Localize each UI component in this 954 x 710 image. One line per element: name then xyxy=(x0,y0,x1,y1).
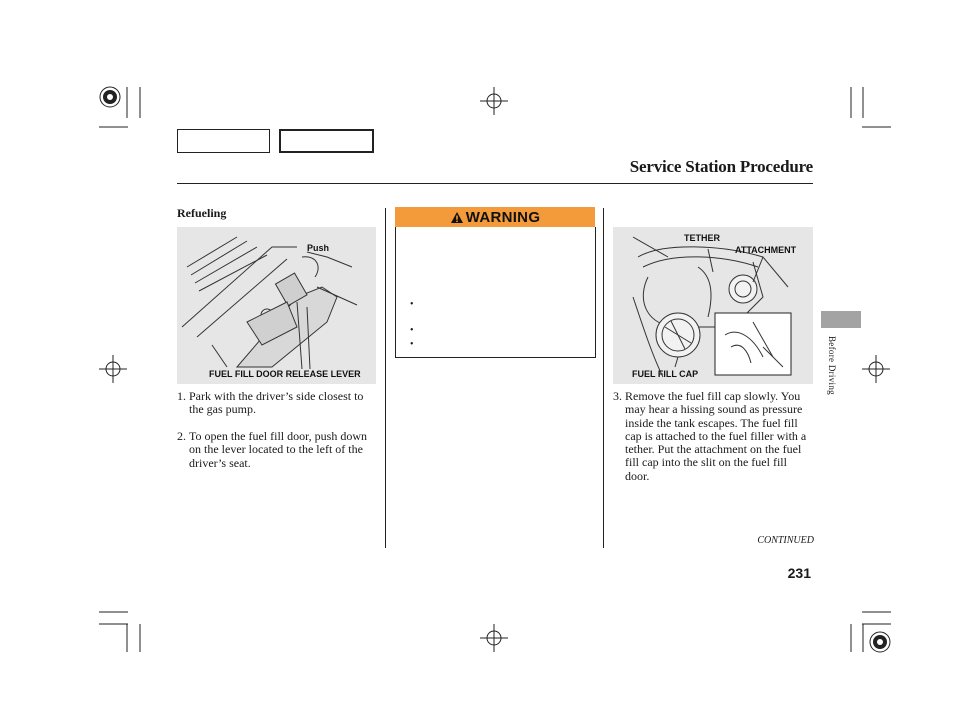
sunburst-icon xyxy=(100,87,120,107)
side-tab-label: Before Driving xyxy=(827,336,837,395)
page-title: Service Station Procedure xyxy=(629,157,813,176)
section-side-tab xyxy=(821,311,861,328)
title-rule xyxy=(177,183,813,184)
step-1: 1. Park with the driver’s side closest to the gas pump. xyxy=(177,389,364,417)
warning-title: WARNING xyxy=(465,208,541,226)
page-number: 231 xyxy=(787,565,811,581)
step-2: 2. To open the fuel fill door, push down on the lever located to the left of the driver’s seat. xyxy=(177,429,367,470)
label-tether: TETHER xyxy=(684,233,720,243)
column-divider xyxy=(385,208,386,548)
figure-fuel-fill-cap xyxy=(613,227,813,384)
header-tab-box xyxy=(177,129,270,153)
figure-fuel-door-lever xyxy=(177,227,376,384)
column-divider xyxy=(603,208,604,548)
label-push: Push xyxy=(307,243,330,253)
warning-bullet: • xyxy=(410,325,414,336)
warning-header xyxy=(395,207,595,227)
warning-body xyxy=(395,227,596,358)
label-fuel-fill-cap: FUEL FILL CAP xyxy=(632,369,699,379)
section-subtitle: Refueling xyxy=(177,206,227,220)
sunburst-icon xyxy=(870,632,890,652)
label-attachment: ATTACHMENT xyxy=(735,245,797,255)
warning-triangle-icon xyxy=(450,211,464,224)
warning-bullet: • xyxy=(410,299,414,310)
label-release-lever: FUEL FILL DOOR RELEASE LEVER xyxy=(209,369,361,379)
continued-label: CONTINUED xyxy=(757,535,814,546)
step-3: 3. Remove the fuel fill cap slowly. You may hear a hissing sound as pressure inside the tank escapes. The fuel fill cap is attached to the fuel filler with a tether. Put the attachment on the fuel fill cap into the slit on the fuel fill door. xyxy=(613,389,807,483)
warning-bullet: • xyxy=(410,339,414,350)
header-tab-box xyxy=(279,129,374,153)
lever-illustration xyxy=(177,227,376,384)
